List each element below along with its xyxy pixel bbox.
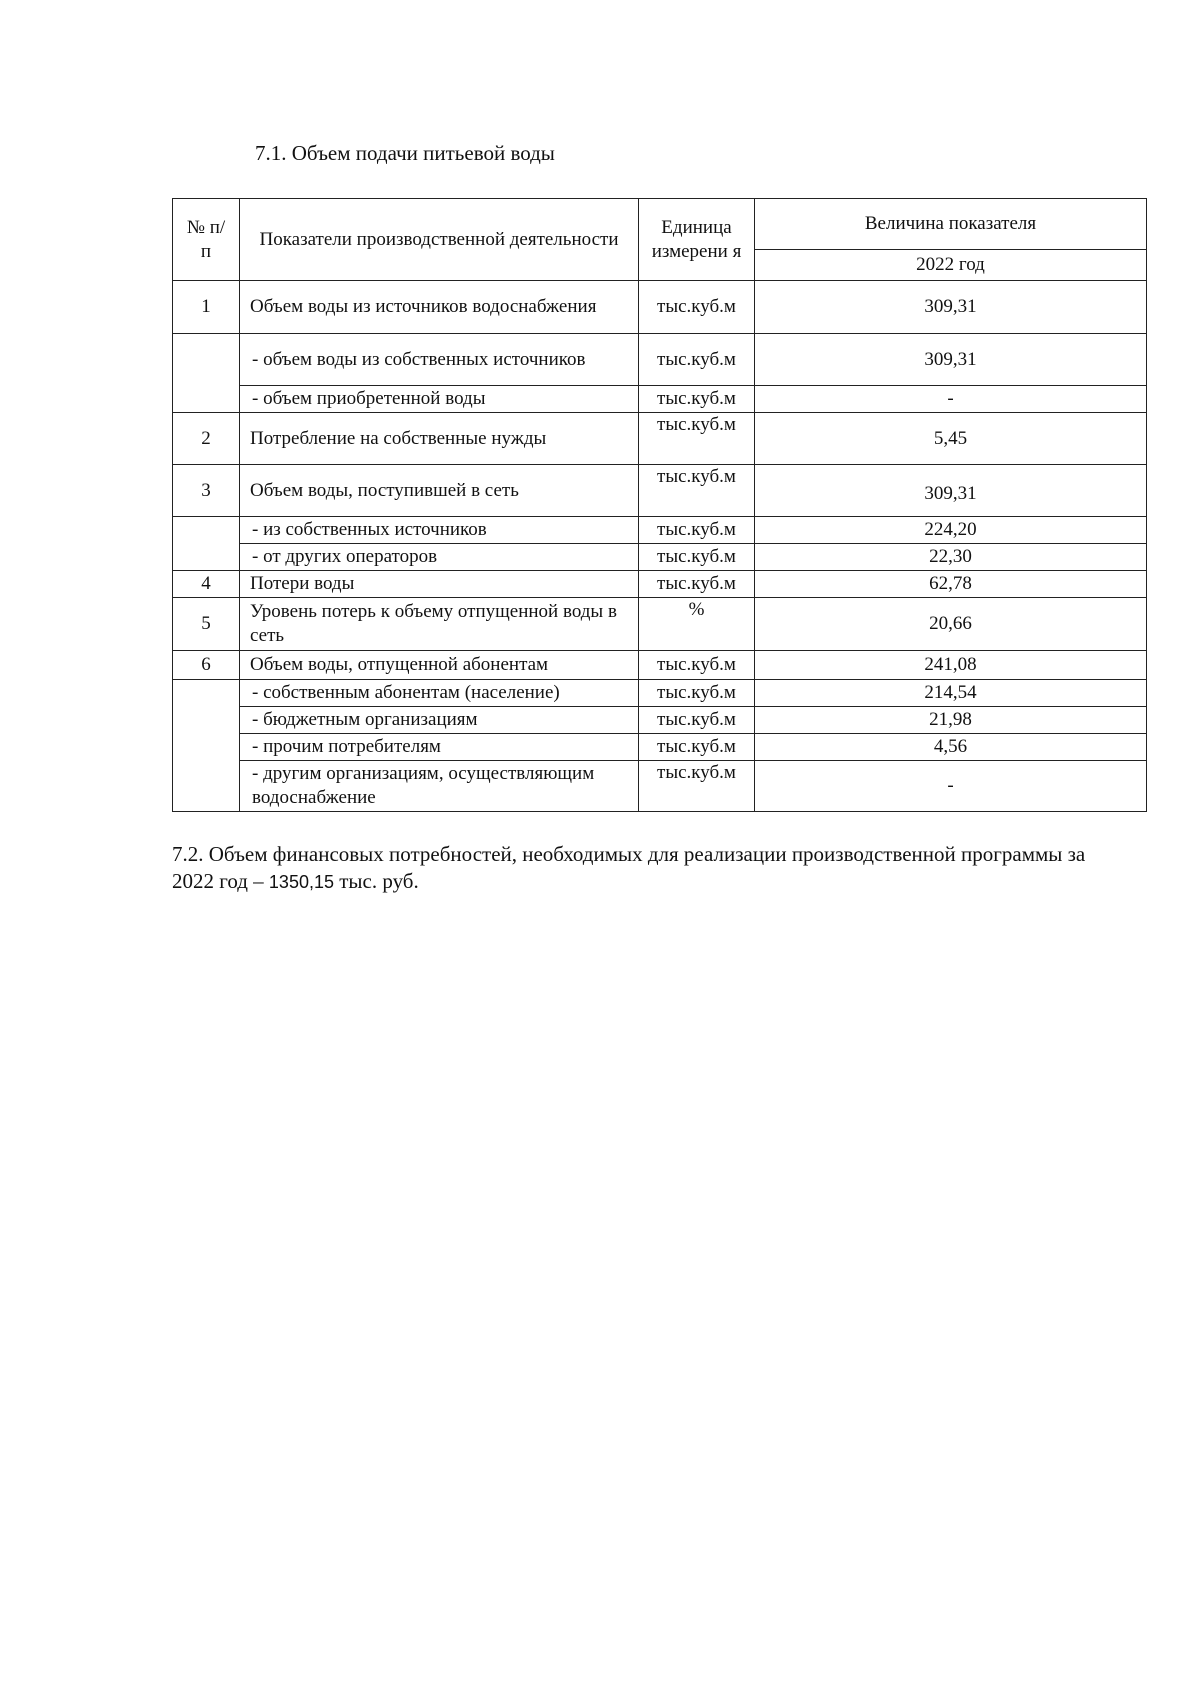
row-value: 21,98 — [755, 707, 1147, 734]
header-indicator: Показатели производственной деятельности — [240, 199, 639, 281]
row-indicator: Уровень потерь к объему отпущенной воды в сеть — [240, 598, 639, 651]
row-value: 5,45 — [755, 413, 1147, 465]
row-num: 1 — [173, 281, 240, 334]
table-row — [173, 651, 1147, 680]
section-title-7-1: 7.1. Объем подачи питьевой воды — [255, 141, 555, 165]
table-row — [173, 571, 1147, 598]
section-7-2-unit: тыс. руб. — [334, 869, 419, 893]
table-row — [173, 386, 1147, 413]
row-indicator: - из собственных источников — [240, 517, 639, 544]
row-num — [173, 334, 240, 413]
row-unit: % — [639, 598, 755, 651]
row-num: 3 — [173, 465, 240, 517]
row-unit: тыс.куб.м — [639, 517, 755, 544]
row-value: 4,56 — [755, 734, 1147, 761]
table-row — [173, 465, 1147, 517]
row-unit: тыс.куб.м — [639, 386, 755, 413]
table-row — [173, 544, 1147, 571]
row-unit: тыс.куб.м — [639, 413, 755, 465]
row-value: 241,08 — [755, 651, 1147, 680]
row-num: 2 — [173, 413, 240, 465]
row-indicator: Объем воды из источников водоснабжения — [240, 281, 639, 334]
table-row — [173, 281, 1147, 334]
table-row — [173, 761, 1147, 812]
row-indicator: - бюджетным организациям — [240, 707, 639, 734]
section-7-2-paragraph — [172, 841, 1102, 896]
row-unit: тыс.куб.м — [639, 465, 755, 517]
row-value: - — [755, 386, 1147, 413]
row-value: 22,30 — [755, 544, 1147, 571]
financial-amount: 1350,15 — [268, 872, 334, 892]
table-header-row — [173, 199, 1147, 250]
row-value: 214,54 — [755, 680, 1147, 707]
header-year: 2022 год — [755, 250, 1147, 281]
row-value: 62,78 — [755, 571, 1147, 598]
row-indicator: - объем приобретенной воды — [240, 386, 639, 413]
row-unit: тыс.куб.м — [639, 544, 755, 571]
table-row — [173, 517, 1147, 544]
table-row — [173, 334, 1147, 386]
row-indicator: Потребление на собственные нужды — [240, 413, 639, 465]
section-7-2-text: 7.2. Объем финансовых потребностей, необходимых для реализации производственной программы за 2022 год – — [172, 842, 1086, 893]
row-unit: тыс.куб.м — [639, 707, 755, 734]
row-unit: тыс.куб.м — [639, 651, 755, 680]
row-num: 6 — [173, 651, 240, 680]
row-unit: тыс.куб.м — [639, 571, 755, 598]
row-num: 5 — [173, 598, 240, 651]
row-value: 224,20 — [755, 517, 1147, 544]
row-indicator: Потери воды — [240, 571, 639, 598]
row-value: 20,66 — [755, 598, 1147, 651]
header-value-group: Величина показателя — [755, 199, 1147, 250]
row-unit: тыс.куб.м — [639, 734, 755, 761]
row-unit: тыс.куб.м — [639, 680, 755, 707]
row-num: 4 — [173, 571, 240, 598]
row-indicator: - собственным абонентам (население) — [240, 680, 639, 707]
row-indicator: - от других операторов — [240, 544, 639, 571]
row-indicator: - другим организациям, осуществляющим водоснабжение — [240, 761, 639, 812]
row-unit: тыс.куб.м — [639, 334, 755, 386]
water-supply-table — [172, 198, 1147, 812]
table-row — [173, 680, 1147, 707]
table-row — [173, 598, 1147, 651]
row-indicator: - прочим потребителям — [240, 734, 639, 761]
header-num: № п/п — [173, 199, 240, 281]
row-value: 309,31 — [755, 465, 1147, 517]
table-row — [173, 413, 1147, 465]
row-unit: тыс.куб.м — [639, 281, 755, 334]
table-row — [173, 707, 1147, 734]
row-indicator: Объем воды, поступившей в сеть — [240, 465, 639, 517]
row-value: 309,31 — [755, 281, 1147, 334]
row-unit: тыс.куб.м — [639, 761, 755, 812]
header-unit: Единица измерени я — [639, 199, 755, 281]
row-num — [173, 680, 240, 812]
row-value: 309,31 — [755, 334, 1147, 386]
row-indicator: Объем воды, отпущенной абонентам — [240, 651, 639, 680]
row-num — [173, 517, 240, 571]
row-value: - — [755, 761, 1147, 812]
table-row — [173, 734, 1147, 761]
row-indicator: - объем воды из собственных источников — [240, 334, 639, 386]
